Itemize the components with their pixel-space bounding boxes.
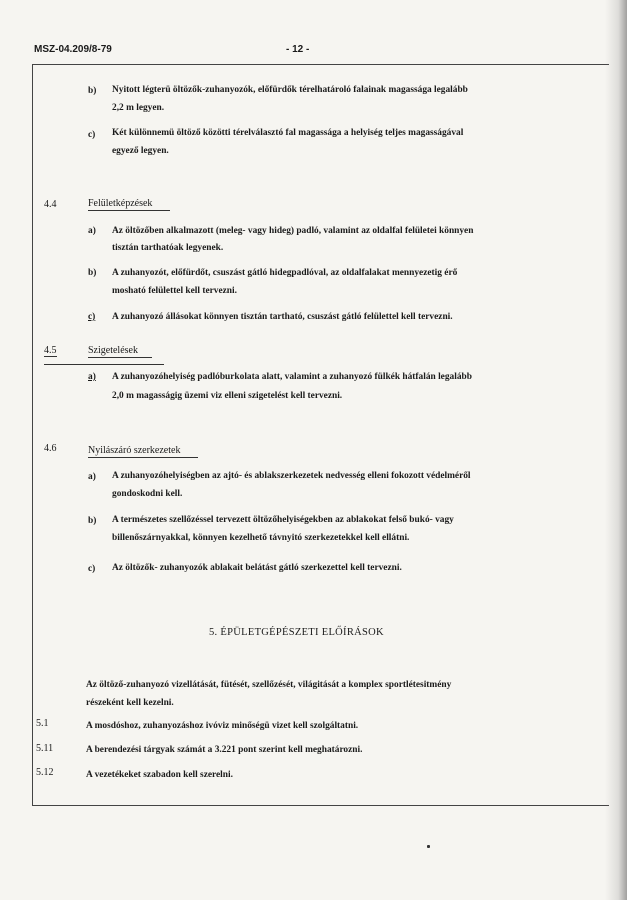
section-title: Szigetelések bbox=[88, 345, 152, 358]
item-text-line: Nyitott légterü öltözők-zuhanyozók, előfürdők térelhatároló falainak magassága legalább bbox=[112, 85, 468, 95]
section-title: Felületképzések bbox=[88, 198, 170, 211]
scan-shadow bbox=[605, 0, 627, 900]
section-number: 4.5 bbox=[44, 345, 57, 356]
item-text-line: Az öltözők- zuhanyozók ablakait belátást gátló szerkezettel kell tervezni. bbox=[112, 563, 402, 573]
item-label: c) bbox=[88, 130, 96, 140]
item-text-line: mosható felülettel kell tervezni. bbox=[112, 286, 237, 296]
chapter-intro-line: részeként kell kezelni. bbox=[86, 698, 174, 708]
item-label: a) bbox=[88, 226, 96, 236]
item-number: 5.1 bbox=[36, 718, 49, 729]
item-label: a) bbox=[88, 472, 96, 482]
document-id: MSZ-04.209/8-79 bbox=[34, 44, 112, 55]
scan-speck bbox=[427, 845, 430, 848]
item-text-line: A zuhanyozóhelyiség padlóburkolata alatt, valamint a zuhanyozó fülkék hátfalán legalább bbox=[112, 372, 472, 382]
section-title: Nyilászáró szerkezetek bbox=[88, 445, 198, 458]
item-text-line: tisztán tarthatóak legyenek. bbox=[112, 243, 224, 253]
section-number: 4.6 bbox=[44, 443, 57, 454]
item-text-line: egyező legyen. bbox=[112, 146, 169, 156]
item-text-line: A zuhanyozóhelyiségben az ajtó- és ablakszerkezetek nedvesség elleni fokozott védelméről bbox=[112, 471, 471, 481]
item-label: c) bbox=[88, 564, 96, 574]
item-number: 5.12 bbox=[36, 767, 54, 778]
item-label: b) bbox=[88, 516, 97, 526]
section-rule bbox=[44, 364, 164, 365]
item-text-line: billenőszárnyakkal, könnyen kezelhető távnyitó szerkezetekkel kell ellátni. bbox=[112, 533, 410, 543]
item-label: a) bbox=[88, 372, 96, 382]
item-label: b) bbox=[88, 268, 97, 278]
item-text-line: gondoskodni kell. bbox=[112, 489, 183, 499]
chapter-item-text: A vezetékeket szabadon kell szerelni. bbox=[86, 770, 233, 780]
chapter-item-text: A berendezési tárgyak számát a 3.221 pont szerint kell meghatározni. bbox=[86, 745, 363, 755]
item-text-line: 2,2 m legyen. bbox=[112, 103, 165, 113]
item-text-line: Az öltözőben alkalmazott (meleg- vagy hideg) padló, valamint az oldalfal felületei könnyen bbox=[112, 226, 474, 236]
item-text-line: A természetes szellőzéssel tervezett öltözőhelyiségekben az ablakokat felső bukó- vagy bbox=[112, 515, 454, 525]
item-label: b) bbox=[88, 86, 97, 96]
chapter-intro-line: Az öltöző-zuhanyozó vizellátását, fütését, szellőzését, világitását a komplex sportlétesitmény bbox=[86, 680, 452, 690]
section-number: 4.4 bbox=[44, 199, 57, 210]
item-text-line: 2,0 m magasságig üzemi viz elleni szigetelést kell tervezni. bbox=[112, 391, 343, 401]
item-text-line: A zuhanyozót, előfürdőt, csuszást gátló hidegpadlóval, az oldalfalakat mennyezetig érő bbox=[112, 268, 458, 278]
chapter-title: 5. ÉPÜLETGÉPÉSZETI ELŐÍRÁSOK bbox=[209, 627, 384, 638]
item-number: 5.11 bbox=[36, 743, 54, 754]
item-text-line: Két különnemü öltöző közötti térelválasztó fal magassága a helyiség teljes magasságával bbox=[112, 128, 464, 138]
chapter-item-text: A mosdóshoz, zuhanyozáshoz ivóviz minőségü vizet kell szolgáltatni. bbox=[86, 721, 359, 731]
item-label: c) bbox=[88, 312, 96, 322]
item-text-line: A zuhanyozó állásokat könnyen tisztán tartható, csuszást gátló felülettel kell tervezni. bbox=[112, 312, 453, 322]
page-number: - 12 - bbox=[286, 44, 310, 55]
